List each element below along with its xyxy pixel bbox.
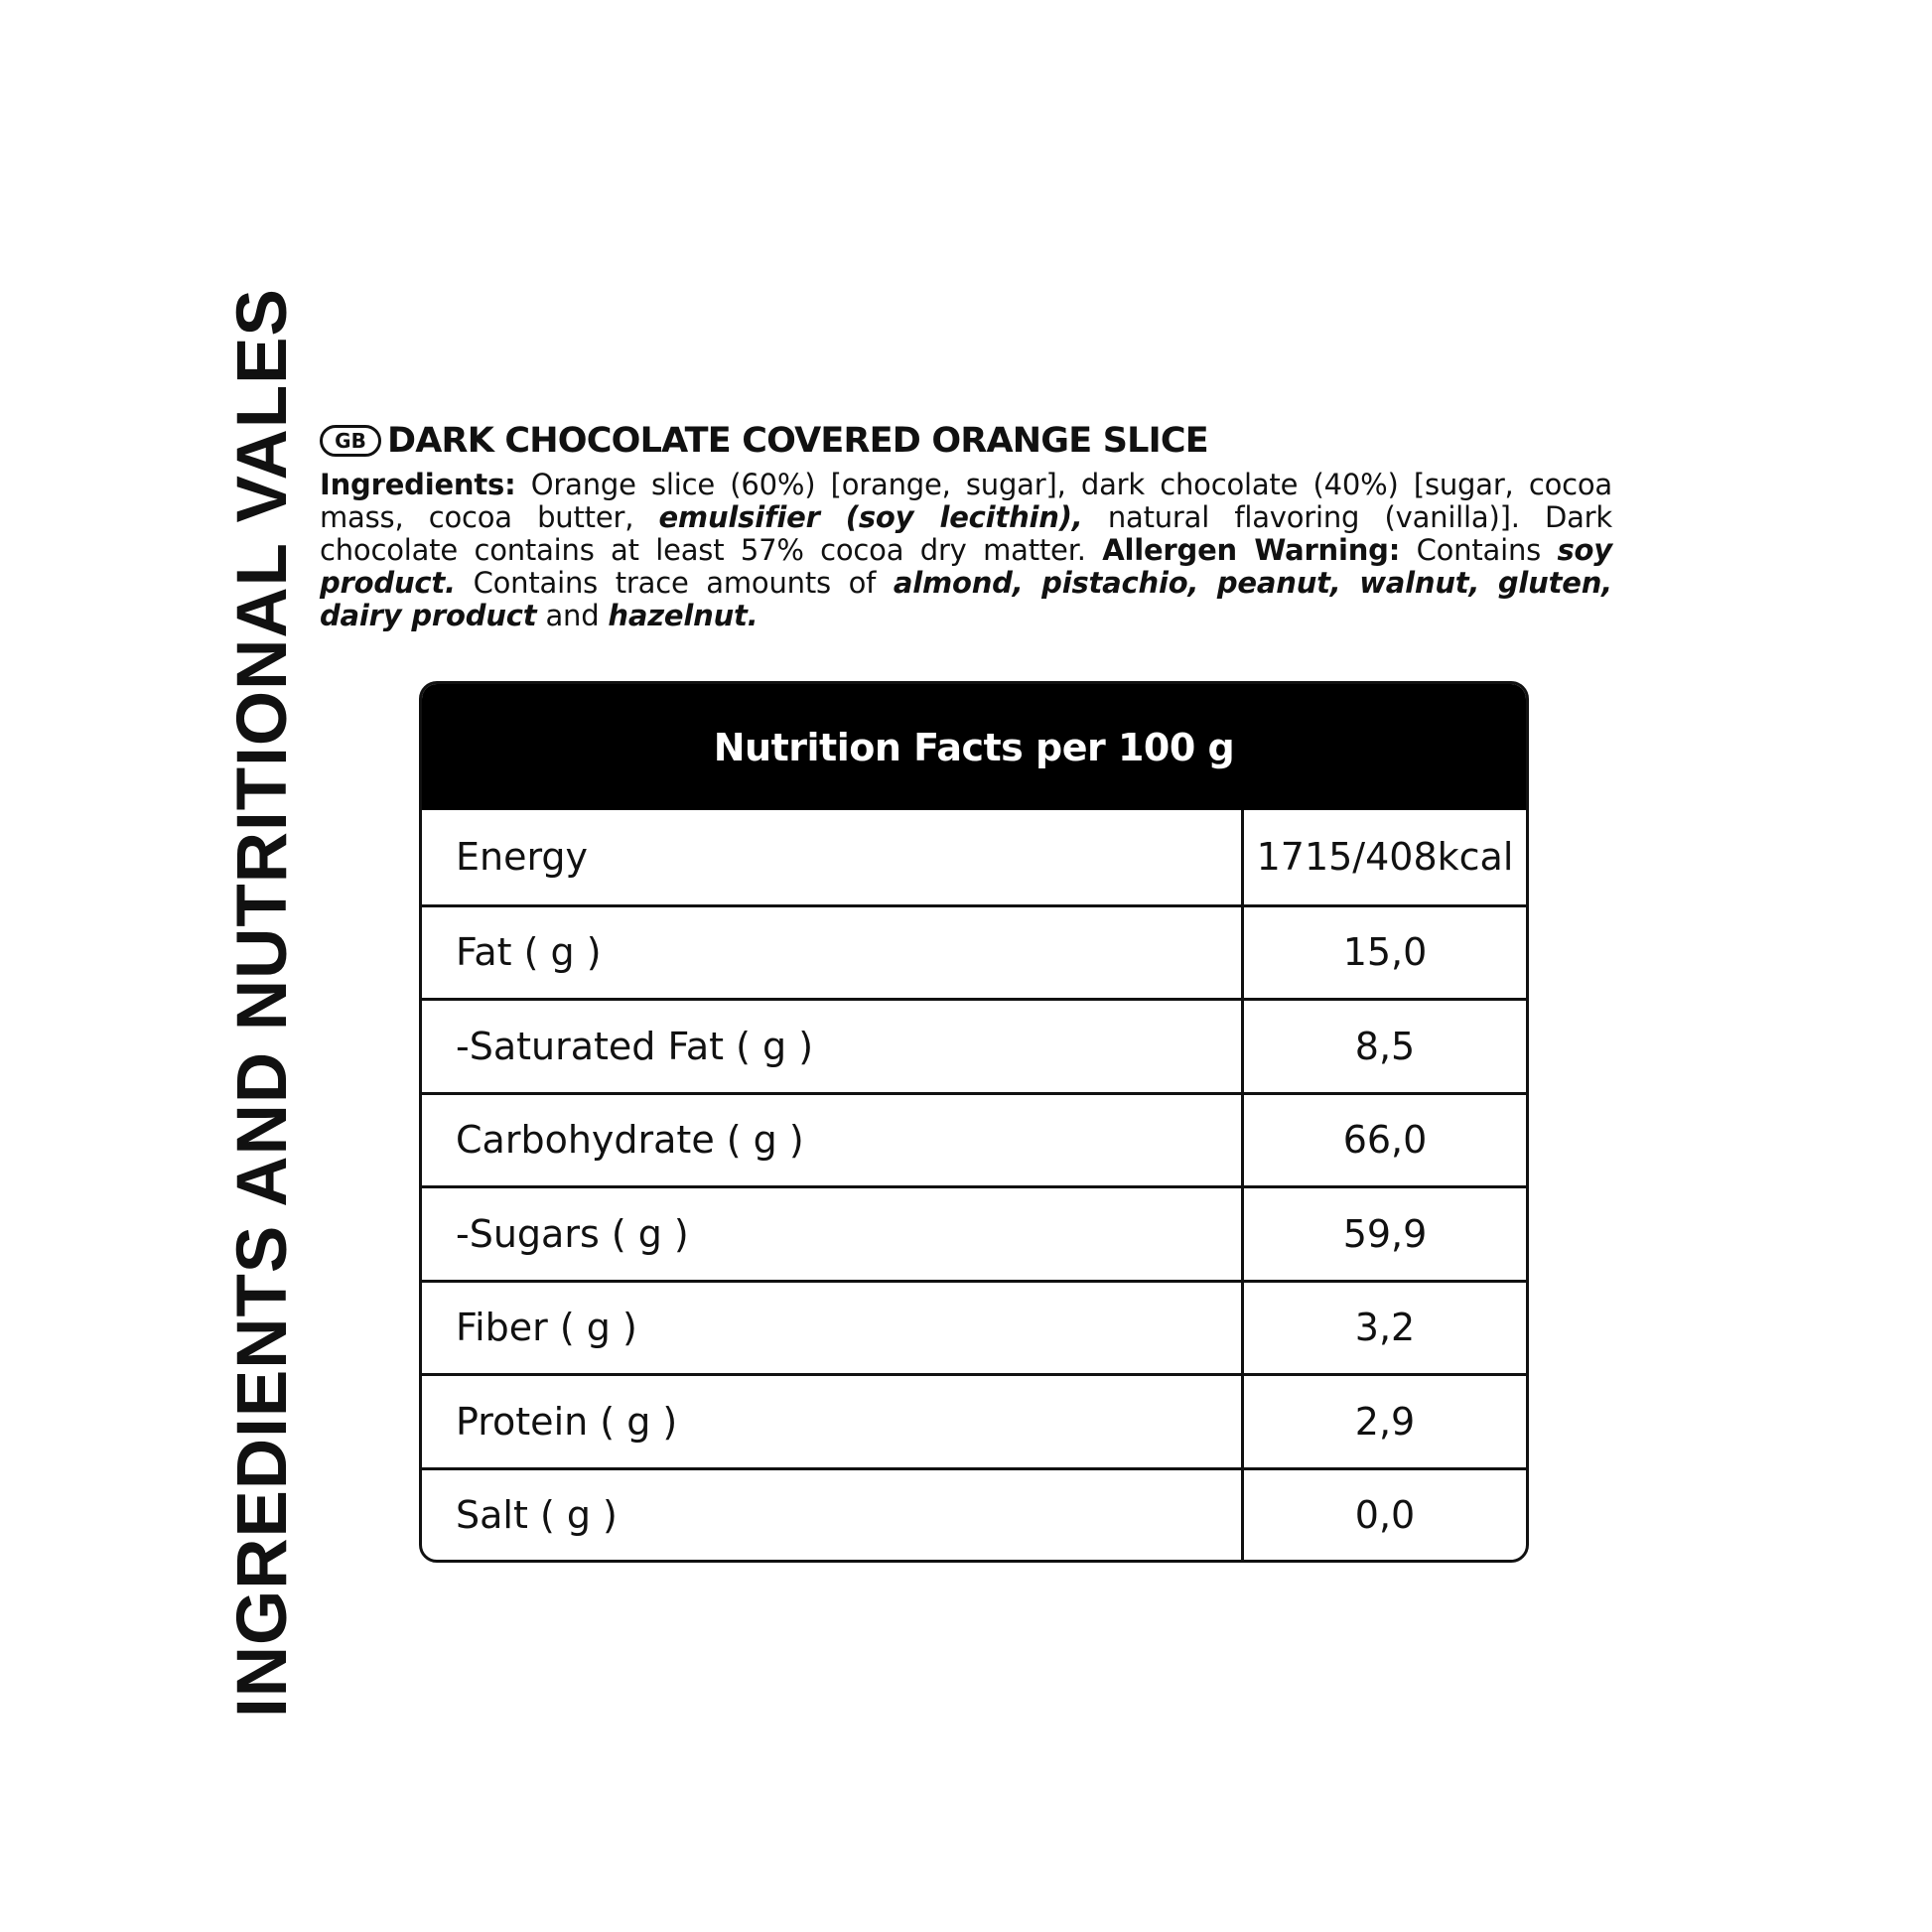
nutrient-value: 15,0 bbox=[1342, 930, 1428, 975]
nutrient-label: Energy bbox=[422, 810, 1244, 904]
nutrient-value: 8,5 bbox=[1354, 1024, 1416, 1068]
product-title: DARK CHOCOLATE COVERED ORANGE SLICE bbox=[387, 421, 1208, 461]
emulsifier-text: emulsifier (soy lecithin), bbox=[658, 500, 1083, 534]
ingredients-text: Orange slice (60%) [orange, sugar], dark chocolate (40%) [sugar, cocoa mass, cocoa butter, bbox=[320, 468, 1612, 534]
ingredients-paragraph bbox=[320, 469, 1612, 632]
side-title: INGREDIENTS AND NUTRITIONAL VALES bbox=[223, 288, 302, 1718]
nutrient-value: 1715/408kcal bbox=[1256, 835, 1514, 880]
ingredients-text: Contains trace amounts of bbox=[455, 566, 894, 600]
ingredients-text: natural flavoring (vanilla)]. Dark chocolate contains at least 57% cocoa dry matter. bbox=[320, 500, 1612, 567]
table-row bbox=[422, 1467, 1526, 1562]
trace-allergens: almond, pistachio, peanut, walnut, gluten, dairy product bbox=[320, 566, 1613, 632]
table-row bbox=[422, 998, 1526, 1092]
soy-allergen: soy product. bbox=[320, 533, 1612, 600]
allergen-warning-label: Allergen Warning: bbox=[1102, 533, 1401, 567]
nutrient-label: Fat ( g ) bbox=[422, 907, 1244, 999]
nutrient-value: 0,0 bbox=[1354, 1493, 1416, 1538]
table-row bbox=[422, 1185, 1526, 1280]
nutrient-label: Fiber ( g ) bbox=[422, 1283, 1244, 1374]
nutrient-label: -Sugars ( g ) bbox=[422, 1188, 1244, 1280]
nutrient-label: Carbohydrate ( g ) bbox=[422, 1095, 1244, 1186]
nutrition-rows bbox=[422, 810, 1526, 1561]
ingredients-text: Contains bbox=[1400, 533, 1558, 567]
country-badge: GB bbox=[320, 425, 381, 457]
hazelnut-allergen: hazelnut. bbox=[608, 599, 759, 632]
ingredients-label: Ingredients: bbox=[320, 468, 516, 501]
product-heading bbox=[320, 421, 1208, 461]
table-row bbox=[422, 1373, 1526, 1467]
table-row bbox=[422, 810, 1526, 904]
nutrition-table-header: Nutrition Facts per 100 g bbox=[422, 684, 1526, 810]
ingredients-text: and bbox=[536, 599, 609, 632]
nutrition-table bbox=[419, 681, 1529, 1563]
table-row bbox=[422, 904, 1526, 999]
table-row bbox=[422, 1280, 1526, 1374]
nutrient-label: Salt ( g ) bbox=[422, 1470, 1244, 1562]
nutrient-value: 3,2 bbox=[1354, 1306, 1416, 1350]
nutrient-value: 59,9 bbox=[1342, 1211, 1428, 1256]
nutrient-label: Protein ( g ) bbox=[422, 1376, 1244, 1467]
table-row bbox=[422, 1092, 1526, 1186]
nutrient-value: 2,9 bbox=[1354, 1399, 1416, 1444]
nutrient-label: -Saturated Fat ( g ) bbox=[422, 1001, 1244, 1092]
nutrient-value: 66,0 bbox=[1342, 1118, 1428, 1163]
